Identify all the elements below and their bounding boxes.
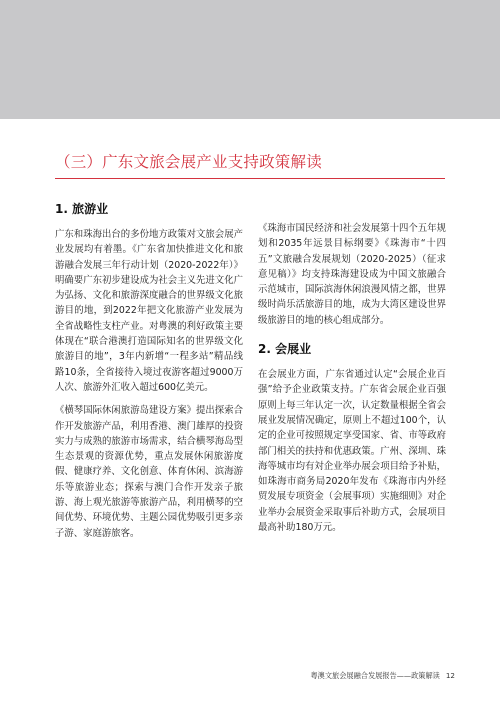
footer-report-title: 粤澳文旅会展融合发展报告——政策解读 (310, 671, 440, 680)
tourism-paragraph-3: 《珠海市国民经济和社会发展第十四个五年规划和2035年远景目标纲要》《珠海市“十四五”文旅融合发展规划（2020-2025）（征求意见稿）》均支持珠海建设成为中国文旅融合示范城市，国际滨海休闲浪漫风情之都，世界级时尚乐活旅游目的地，成为大湾区建设世界级旅游目的地的核心组成部分。 (258, 223, 446, 326)
subsection-heading-tourism: 1. 旅游业 (55, 202, 109, 216)
right-column (258, 221, 446, 543)
left-column (55, 200, 243, 549)
page-footer (310, 671, 455, 681)
subsection-heading-exhibition: 2. 会展业 (258, 342, 312, 357)
title-divider (55, 178, 445, 179)
page-number: 12 (445, 671, 455, 680)
tourism-paragraph-1: 广东和珠海出台的多份地方政策对文旅会展产业发展均有着墨。《广东省加快推进文化和旅游融合发展三年行动计划（2020-2022年）》明确要广东初步建设成为社会主义先进文化广为弘扬、文化和旅游深度融合的世界级文化旅游目的地，到2022年把文化旅游产业发展为全省战略性支柱产业。对粤澳的利好政策主要体现在“联合港澳打造国际知名的世界级文化旅游目的地”，3年内新增“一程多站”精品线路10条，全省接待入境过夜游客超过9000万人次、旅游外汇收入超过600亿美元。 (55, 229, 243, 393)
section-title: （三）广东文旅会展产业支持政策解读 (55, 153, 322, 171)
tourism-paragraph-2: 《横琴国际休闲旅游岛建设方案》提出探索合作开发旅游产品，利用香港、澳门雄厚的投资实力与成熟的旅游市场需求，结合横琴海岛型生态景观的资源优势，重点发展休闲旅游度假、健康疗养、文化创意、体育休闲、滨海游乐等旅游业态；探索与澳门合作开发亲子旅游、海上观光旅游等旅游产品，利用横琴的空间优势、环境优势、主题公园优势吸引更多亲子游、家庭游旅客。 (55, 405, 243, 539)
exhibition-paragraph: 在会展业方面，广东省通过认定“会展企业百强”给予企业政策支持。广东省会展企业百强原则上每三年认定一次，认定数量根据全省会展业发展情况确定，原则上不超过100个，认定的企业可按照规定享受国家、省、市等政府部门相关的扶持和优惠政策。广州、深圳、珠海等城市均有対企业举办展会项目给予补贴，如珠海市商务局2020年发布《珠海市内外经贸发展专项资金（会展事项）实施细则》对企业举办会展资金采取事后补助方式，会展项目最高补助180万元。 (258, 369, 446, 534)
